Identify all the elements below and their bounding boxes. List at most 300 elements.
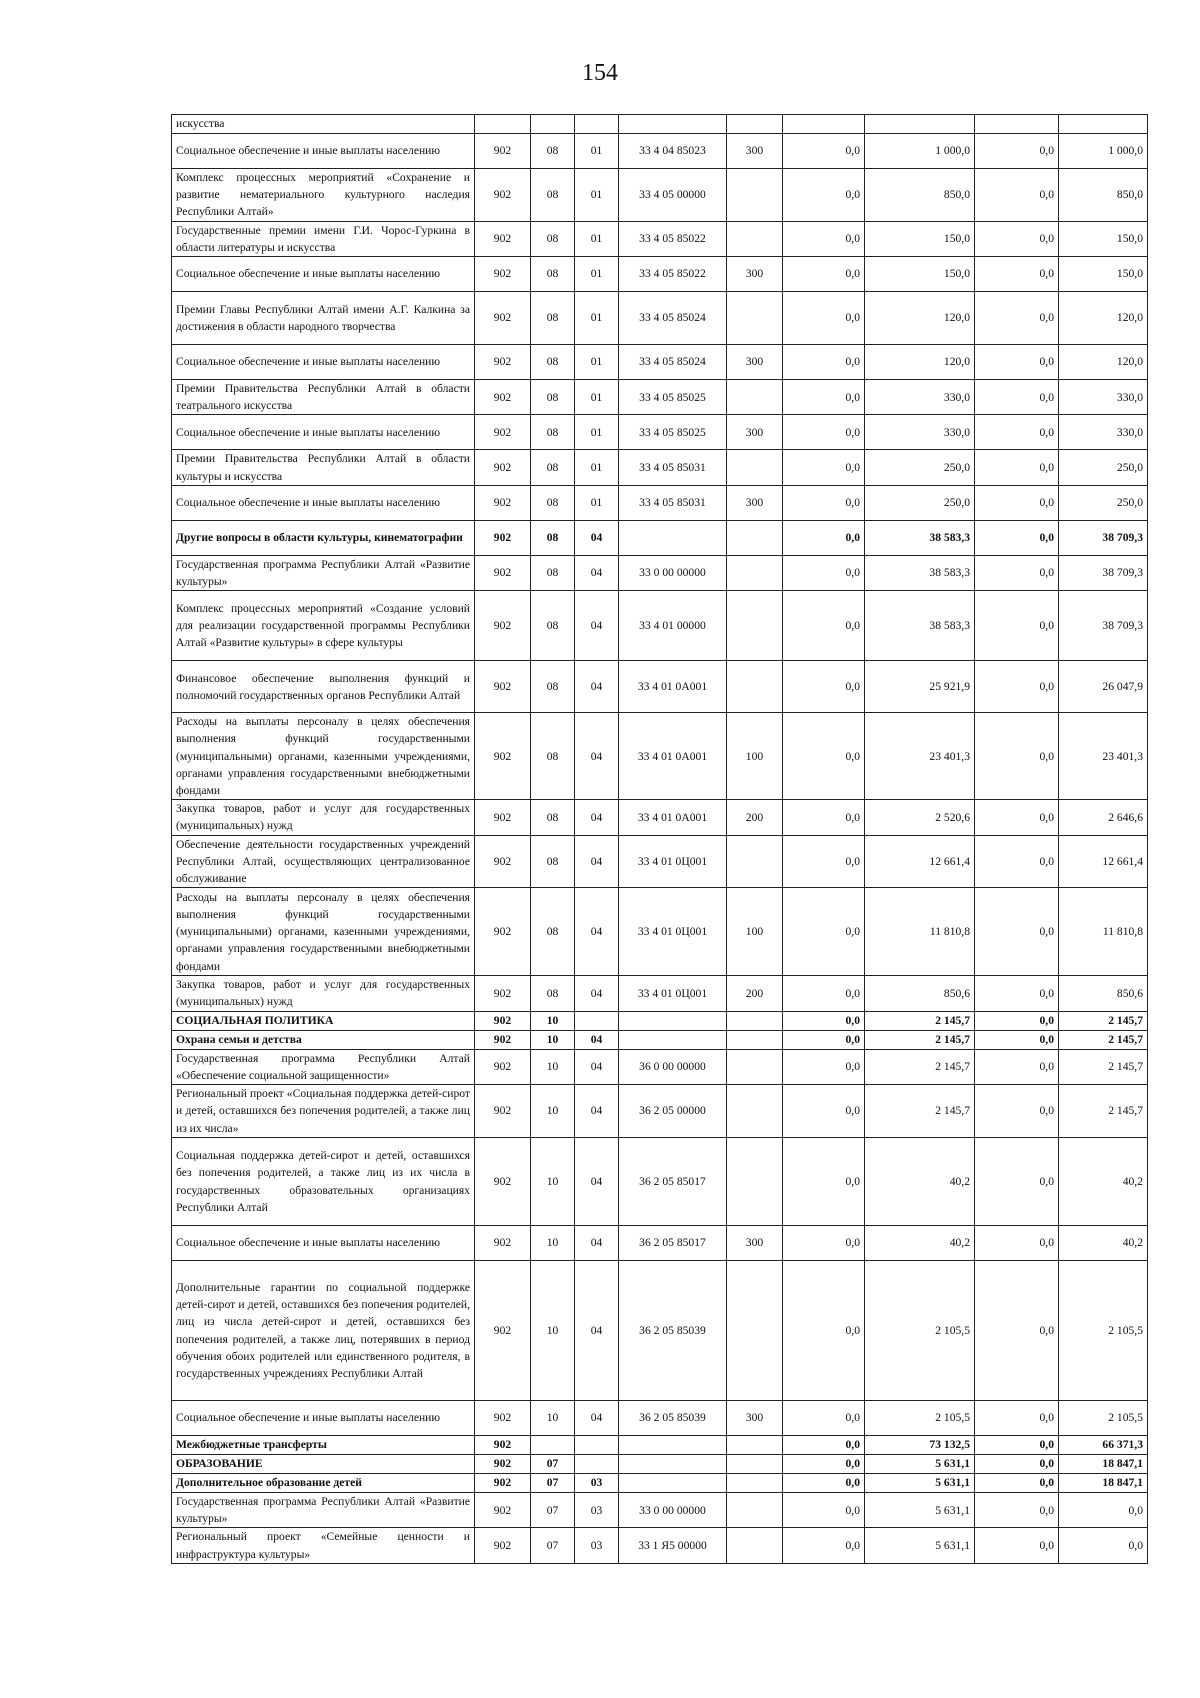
amount-col3-cell: 0,0 xyxy=(975,976,1059,1011)
row-name-cell: Межбюджетные трансферты xyxy=(172,1436,475,1455)
table-row xyxy=(172,169,1148,222)
chapter-code-cell: 902 xyxy=(475,1085,531,1138)
amount-col2-cell: 150,0 xyxy=(865,257,975,292)
table-row xyxy=(172,1474,1148,1493)
subsection-code-cell: 03 xyxy=(575,1493,619,1528)
amount-col4-cell: 1 000,0 xyxy=(1059,134,1148,169)
amount-col4-cell: 150,0 xyxy=(1059,257,1148,292)
amount-col4-cell: 38 709,3 xyxy=(1059,520,1148,555)
amount-col3-cell: 0,0 xyxy=(975,800,1059,835)
target-article-cell: 33 4 05 85031 xyxy=(619,450,727,485)
section-code-cell: 08 xyxy=(531,888,575,976)
amount-col4-cell: 38 709,3 xyxy=(1059,555,1148,590)
amount-col3-cell: 0,0 xyxy=(975,257,1059,292)
amount-col1-cell: 0,0 xyxy=(783,257,865,292)
row-name-cell: Социальное обеспечение и иные выплаты населению xyxy=(172,415,475,450)
amount-col1-cell: 0,0 xyxy=(783,345,865,380)
target-article-cell: 33 4 05 85024 xyxy=(619,345,727,380)
table-row xyxy=(172,520,1148,555)
amount-col3-cell: 0,0 xyxy=(975,1261,1059,1401)
amount-col2-cell: 11 810,8 xyxy=(865,888,975,976)
row-name-cell: Государственная программа Республики Алтай «Обеспечение социальной защищенности» xyxy=(172,1049,475,1084)
chapter-code-cell: 902 xyxy=(475,380,531,415)
subsection-code-cell: 01 xyxy=(575,345,619,380)
amount-col2-cell: 2 105,5 xyxy=(865,1401,975,1436)
expense-type-cell xyxy=(727,380,783,415)
amount-col4-cell: 850,6 xyxy=(1059,976,1148,1011)
target-article-cell: 33 4 05 85022 xyxy=(619,221,727,256)
chapter-code-cell: 902 xyxy=(475,450,531,485)
amount-col1-cell: 0,0 xyxy=(783,1474,865,1493)
chapter-code-cell: 902 xyxy=(475,800,531,835)
subsection-code-cell: 04 xyxy=(575,520,619,555)
amount-col3-cell: 0,0 xyxy=(975,345,1059,380)
amount-col2-cell: 5 631,1 xyxy=(865,1528,975,1563)
chapter-code-cell: 902 xyxy=(475,1436,531,1455)
expense-type-cell xyxy=(727,450,783,485)
expense-type-cell xyxy=(727,115,783,134)
table-row xyxy=(172,888,1148,976)
table-row xyxy=(172,1138,1148,1226)
amount-col1-cell: 0,0 xyxy=(783,591,865,661)
amount-col2-cell: 23 401,3 xyxy=(865,713,975,800)
subsection-code-cell: 04 xyxy=(575,1049,619,1084)
subsection-code-cell: 03 xyxy=(575,1474,619,1493)
expense-type-cell xyxy=(727,555,783,590)
chapter-code-cell: 902 xyxy=(475,835,531,888)
amount-col1-cell: 0,0 xyxy=(783,169,865,222)
amount-col3-cell: 0,0 xyxy=(975,450,1059,485)
target-article-cell: 33 4 05 00000 xyxy=(619,169,727,222)
table-row xyxy=(172,1226,1148,1261)
expense-type-cell xyxy=(727,1455,783,1474)
amount-col4-cell: 18 847,1 xyxy=(1059,1474,1148,1493)
row-name-cell: Государственные премии имени Г.И. Чорос-Гуркина в области литературы и искусства xyxy=(172,221,475,256)
chapter-code-cell: 902 xyxy=(475,257,531,292)
table-row xyxy=(172,1455,1148,1474)
amount-col1-cell: 0,0 xyxy=(783,1030,865,1049)
chapter-code-cell: 902 xyxy=(475,661,531,713)
amount-col3-cell: 0,0 xyxy=(975,888,1059,976)
amount-col4-cell: 40,2 xyxy=(1059,1138,1148,1226)
page-number: 154 xyxy=(582,60,618,86)
amount-col1-cell: 0,0 xyxy=(783,1049,865,1084)
amount-col3-cell: 0,0 xyxy=(975,1049,1059,1084)
subsection-code-cell: 04 xyxy=(575,555,619,590)
expense-type-cell: 200 xyxy=(727,976,783,1011)
amount-col2-cell: 25 921,9 xyxy=(865,661,975,713)
amount-col1-cell xyxy=(783,115,865,134)
section-code-cell: 08 xyxy=(531,520,575,555)
amount-col3-cell xyxy=(975,115,1059,134)
section-code-cell: 08 xyxy=(531,169,575,222)
subsection-code-cell: 01 xyxy=(575,169,619,222)
amount-col3-cell: 0,0 xyxy=(975,1011,1059,1030)
row-name-cell: Премии Правительства Республики Алтай в области театрального искусства xyxy=(172,380,475,415)
target-article-cell: 36 2 05 85017 xyxy=(619,1226,727,1261)
section-code-cell: 08 xyxy=(531,976,575,1011)
amount-col2-cell xyxy=(865,115,975,134)
row-name-cell: Обеспечение деятельности государственных учреждений Республики Алтай, осуществляющих централизованное обслуживание xyxy=(172,835,475,888)
section-code-cell: 08 xyxy=(531,134,575,169)
table-row xyxy=(172,1011,1148,1030)
table-row xyxy=(172,345,1148,380)
amount-col1-cell: 0,0 xyxy=(783,1401,865,1436)
table-row xyxy=(172,134,1148,169)
section-code-cell: 08 xyxy=(531,415,575,450)
chapter-code-cell: 902 xyxy=(475,1226,531,1261)
amount-col1-cell: 0,0 xyxy=(783,292,865,345)
subsection-code-cell xyxy=(575,1455,619,1474)
subsection-code-cell: 04 xyxy=(575,1261,619,1401)
amount-col3-cell: 0,0 xyxy=(975,1030,1059,1049)
amount-col1-cell: 0,0 xyxy=(783,1455,865,1474)
expense-type-cell xyxy=(727,292,783,345)
amount-col2-cell: 2 520,6 xyxy=(865,800,975,835)
chapter-code-cell: 902 xyxy=(475,520,531,555)
amount-col1-cell: 0,0 xyxy=(783,1138,865,1226)
amount-col2-cell: 330,0 xyxy=(865,380,975,415)
section-code-cell: 10 xyxy=(531,1401,575,1436)
section-code-cell: 08 xyxy=(531,835,575,888)
target-article-cell: 33 4 01 0A001 xyxy=(619,661,727,713)
amount-col2-cell: 120,0 xyxy=(865,345,975,380)
amount-col1-cell: 0,0 xyxy=(783,835,865,888)
amount-col3-cell: 0,0 xyxy=(975,661,1059,713)
amount-col3-cell: 0,0 xyxy=(975,1474,1059,1493)
amount-col3-cell: 0,0 xyxy=(975,134,1059,169)
row-name-cell: Социальное обеспечение и иные выплаты населению xyxy=(172,485,475,520)
target-article-cell: 33 4 01 0A001 xyxy=(619,713,727,800)
target-article-cell: 33 0 00 00000 xyxy=(619,555,727,590)
section-code-cell: 10 xyxy=(531,1030,575,1049)
amount-col3-cell: 0,0 xyxy=(975,1455,1059,1474)
target-article-cell: 33 4 01 00000 xyxy=(619,591,727,661)
section-code-cell xyxy=(531,115,575,134)
amount-col1-cell: 0,0 xyxy=(783,1261,865,1401)
table-row xyxy=(172,115,1148,134)
target-article-cell xyxy=(619,1030,727,1049)
subsection-code-cell: 04 xyxy=(575,835,619,888)
expense-type-cell: 300 xyxy=(727,257,783,292)
section-code-cell: 07 xyxy=(531,1455,575,1474)
amount-col1-cell: 0,0 xyxy=(783,800,865,835)
target-article-cell: 36 2 05 85039 xyxy=(619,1401,727,1436)
section-code-cell: 08 xyxy=(531,713,575,800)
amount-col4-cell: 120,0 xyxy=(1059,292,1148,345)
section-code-cell: 08 xyxy=(531,292,575,345)
amount-col4-cell: 2 145,7 xyxy=(1059,1030,1148,1049)
amount-col4-cell: 40,2 xyxy=(1059,1226,1148,1261)
amount-col2-cell: 850,6 xyxy=(865,976,975,1011)
chapter-code-cell: 902 xyxy=(475,1261,531,1401)
table-row xyxy=(172,800,1148,835)
section-code-cell: 08 xyxy=(531,221,575,256)
subsection-code-cell: 04 xyxy=(575,1085,619,1138)
amount-col3-cell: 0,0 xyxy=(975,1436,1059,1455)
table-row xyxy=(172,1030,1148,1049)
expense-type-cell xyxy=(727,169,783,222)
expense-type-cell: 200 xyxy=(727,800,783,835)
row-name-cell: СОЦИАЛЬНАЯ ПОЛИТИКА xyxy=(172,1011,475,1030)
amount-col4-cell: 66 371,3 xyxy=(1059,1436,1148,1455)
chapter-code-cell: 902 xyxy=(475,888,531,976)
chapter-code-cell: 902 xyxy=(475,976,531,1011)
chapter-code-cell: 902 xyxy=(475,1011,531,1030)
amount-col3-cell: 0,0 xyxy=(975,591,1059,661)
amount-col4-cell: 23 401,3 xyxy=(1059,713,1148,800)
amount-col1-cell: 0,0 xyxy=(783,1493,865,1528)
row-name-cell: Комплекс процессных мероприятий «Сохранение и развитие нематериального культурного наследия Республики Алтай» xyxy=(172,169,475,222)
subsection-code-cell: 01 xyxy=(575,292,619,345)
amount-col4-cell: 250,0 xyxy=(1059,485,1148,520)
subsection-code-cell: 04 xyxy=(575,800,619,835)
amount-col2-cell: 38 583,3 xyxy=(865,555,975,590)
subsection-code-cell xyxy=(575,1436,619,1455)
amount-col2-cell: 2 145,7 xyxy=(865,1085,975,1138)
subsection-code-cell: 04 xyxy=(575,1401,619,1436)
amount-col2-cell: 2 105,5 xyxy=(865,1261,975,1401)
target-article-cell: 33 4 05 85025 xyxy=(619,415,727,450)
amount-col4-cell: 850,0 xyxy=(1059,169,1148,222)
amount-col2-cell: 5 631,1 xyxy=(865,1493,975,1528)
chapter-code-cell: 902 xyxy=(475,169,531,222)
table-row xyxy=(172,380,1148,415)
amount-col3-cell: 0,0 xyxy=(975,169,1059,222)
amount-col1-cell: 0,0 xyxy=(783,555,865,590)
row-name-cell: искусства xyxy=(172,115,475,134)
row-name-cell: Социальное обеспечение и иные выплаты населению xyxy=(172,1226,475,1261)
section-code-cell: 08 xyxy=(531,485,575,520)
section-code-cell: 10 xyxy=(531,1138,575,1226)
subsection-code-cell: 04 xyxy=(575,591,619,661)
section-code-cell: 08 xyxy=(531,345,575,380)
amount-col3-cell: 0,0 xyxy=(975,1226,1059,1261)
row-name-cell: Социальное обеспечение и иные выплаты населению xyxy=(172,1401,475,1436)
subsection-code-cell: 04 xyxy=(575,888,619,976)
section-code-cell: 10 xyxy=(531,1226,575,1261)
section-code-cell: 08 xyxy=(531,661,575,713)
target-article-cell: 36 2 05 85039 xyxy=(619,1261,727,1401)
amount-col4-cell: 150,0 xyxy=(1059,221,1148,256)
subsection-code-cell: 01 xyxy=(575,134,619,169)
expense-type-cell xyxy=(727,1049,783,1084)
row-name-cell: Комплекс процессных мероприятий «Создание условий для реализации государственной программы Республики Алтай «Развитие культуры» в сфере культуры xyxy=(172,591,475,661)
subsection-code-cell: 03 xyxy=(575,1528,619,1563)
expense-type-cell: 300 xyxy=(727,485,783,520)
amount-col2-cell: 330,0 xyxy=(865,415,975,450)
target-article-cell: 33 4 01 0Ц001 xyxy=(619,888,727,976)
amount-col2-cell: 850,0 xyxy=(865,169,975,222)
expense-type-cell xyxy=(727,221,783,256)
row-name-cell: Охрана семьи и детства xyxy=(172,1030,475,1049)
table-row xyxy=(172,292,1148,345)
expense-type-cell: 300 xyxy=(727,1401,783,1436)
amount-col1-cell: 0,0 xyxy=(783,1528,865,1563)
amount-col1-cell: 0,0 xyxy=(783,380,865,415)
section-code-cell: 08 xyxy=(531,555,575,590)
expense-type-cell xyxy=(727,1528,783,1563)
expense-type-cell: 300 xyxy=(727,134,783,169)
target-article-cell: 36 2 05 00000 xyxy=(619,1085,727,1138)
amount-col2-cell: 12 661,4 xyxy=(865,835,975,888)
amount-col4-cell: 120,0 xyxy=(1059,345,1148,380)
amount-col1-cell: 0,0 xyxy=(783,450,865,485)
target-article-cell: 33 4 01 0Ц001 xyxy=(619,835,727,888)
row-name-cell: Закупка товаров, работ и услуг для государственных (муниципальных) нужд xyxy=(172,976,475,1011)
expense-type-cell: 300 xyxy=(727,345,783,380)
target-article-cell: 33 4 04 85023 xyxy=(619,134,727,169)
amount-col3-cell: 0,0 xyxy=(975,1528,1059,1563)
table-row xyxy=(172,1049,1148,1084)
expense-type-cell xyxy=(727,835,783,888)
subsection-code-cell: 04 xyxy=(575,661,619,713)
chapter-code-cell: 902 xyxy=(475,1401,531,1436)
amount-col2-cell: 2 145,7 xyxy=(865,1049,975,1084)
row-name-cell: Дополнительные гарантии по социальной поддержке детей-сирот и детей, оставшихся без попечения родителей, лиц из числа детей-сирот и детей, оставшихся без попечения родителей, а также лиц, потерявших в период обучения обоих родителей или единственного родителя, в государственных учреждениях Республики Алтай xyxy=(172,1261,475,1401)
amount-col1-cell: 0,0 xyxy=(783,134,865,169)
table-row xyxy=(172,835,1148,888)
amount-col2-cell: 150,0 xyxy=(865,221,975,256)
amount-col4-cell: 2 145,7 xyxy=(1059,1049,1148,1084)
amount-col4-cell: 2 105,5 xyxy=(1059,1401,1148,1436)
amount-col3-cell: 0,0 xyxy=(975,835,1059,888)
target-article-cell: 33 1 Я5 00000 xyxy=(619,1528,727,1563)
chapter-code-cell: 902 xyxy=(475,1049,531,1084)
section-code-cell: 10 xyxy=(531,1049,575,1084)
amount-col2-cell: 5 631,1 xyxy=(865,1455,975,1474)
chapter-code-cell: 902 xyxy=(475,292,531,345)
subsection-code-cell: 04 xyxy=(575,976,619,1011)
chapter-code-cell: 902 xyxy=(475,555,531,590)
row-name-cell: Социальное обеспечение и иные выплаты населению xyxy=(172,345,475,380)
amount-col1-cell: 0,0 xyxy=(783,713,865,800)
amount-col4-cell: 0,0 xyxy=(1059,1493,1148,1528)
section-code-cell: 08 xyxy=(531,257,575,292)
amount-col2-cell: 1 000,0 xyxy=(865,134,975,169)
amount-col2-cell: 2 145,7 xyxy=(865,1030,975,1049)
amount-col1-cell: 0,0 xyxy=(783,1011,865,1030)
row-name-cell: Социальное обеспечение и иные выплаты населению xyxy=(172,134,475,169)
row-name-cell: ОБРАЗОВАНИЕ xyxy=(172,1455,475,1474)
target-article-cell: 36 2 05 85017 xyxy=(619,1138,727,1226)
row-name-cell: Закупка товаров, работ и услуг для государственных (муниципальных) нужд xyxy=(172,800,475,835)
row-name-cell: Расходы на выплаты персоналу в целях обеспечения выполнения функций государственными (муниципальными) органами, казенными учреждениями, органами управления государственными внебюджетными фондами xyxy=(172,888,475,976)
expense-type-cell xyxy=(727,1261,783,1401)
amount-col2-cell: 40,2 xyxy=(865,1138,975,1226)
chapter-code-cell: 902 xyxy=(475,591,531,661)
row-name-cell: Региональный проект «Социальная поддержка детей-сирот и детей, оставшихся без попечения родителей, а также лиц из их числа» xyxy=(172,1085,475,1138)
chapter-code-cell: 902 xyxy=(475,1493,531,1528)
amount-col4-cell: 2 646,6 xyxy=(1059,800,1148,835)
amount-col4-cell: 2 145,7 xyxy=(1059,1085,1148,1138)
amount-col1-cell: 0,0 xyxy=(783,520,865,555)
amount-col1-cell: 0,0 xyxy=(783,415,865,450)
table-row xyxy=(172,415,1148,450)
table-row xyxy=(172,1436,1148,1455)
row-name-cell: Социальное обеспечение и иные выплаты населению xyxy=(172,257,475,292)
expense-type-cell: 300 xyxy=(727,415,783,450)
subsection-code-cell xyxy=(575,1011,619,1030)
amount-col1-cell: 0,0 xyxy=(783,976,865,1011)
table-row xyxy=(172,1085,1148,1138)
expense-type-cell xyxy=(727,520,783,555)
target-article-cell xyxy=(619,115,727,134)
amount-col3-cell: 0,0 xyxy=(975,292,1059,345)
table-row xyxy=(172,976,1148,1011)
amount-col4-cell: 0,0 xyxy=(1059,1528,1148,1563)
chapter-code-cell: 902 xyxy=(475,1455,531,1474)
section-code-cell: 08 xyxy=(531,450,575,485)
amount-col4-cell: 330,0 xyxy=(1059,380,1148,415)
target-article-cell: 33 4 01 0A001 xyxy=(619,800,727,835)
row-name-cell: Социальная поддержка детей-сирот и детей, оставшихся без попечения родителей, а также лиц из их числа в государственных образовательных организациях Республики Алтай xyxy=(172,1138,475,1226)
row-name-cell: Региональный проект «Семейные ценности и инфраструктура культуры» xyxy=(172,1528,475,1563)
row-name-cell: Расходы на выплаты персоналу в целях обеспечения выполнения функций государственными (муниципальными) органами, казенными учреждениями, органами управления государственными внебюджетными фондами xyxy=(172,713,475,800)
chapter-code-cell: 902 xyxy=(475,1528,531,1563)
amount-col3-cell: 0,0 xyxy=(975,221,1059,256)
amount-col2-cell: 73 132,5 xyxy=(865,1436,975,1455)
amount-col4-cell: 250,0 xyxy=(1059,450,1148,485)
row-name-cell: Дополнительное образование детей xyxy=(172,1474,475,1493)
table-row xyxy=(172,1528,1148,1563)
table-row xyxy=(172,661,1148,713)
amount-col4-cell: 330,0 xyxy=(1059,415,1148,450)
expense-type-cell xyxy=(727,1085,783,1138)
expense-type-cell xyxy=(727,1436,783,1455)
subsection-code-cell: 04 xyxy=(575,1030,619,1049)
amount-col1-cell: 0,0 xyxy=(783,661,865,713)
table-row xyxy=(172,555,1148,590)
budget-table xyxy=(171,114,1148,1564)
expense-type-cell xyxy=(727,1011,783,1030)
amount-col2-cell: 250,0 xyxy=(865,450,975,485)
amount-col3-cell: 0,0 xyxy=(975,380,1059,415)
amount-col3-cell: 0,0 xyxy=(975,485,1059,520)
target-article-cell xyxy=(619,1011,727,1030)
subsection-code-cell: 04 xyxy=(575,1138,619,1226)
table-row xyxy=(172,591,1148,661)
subsection-code-cell: 01 xyxy=(575,450,619,485)
amount-col1-cell: 0,0 xyxy=(783,1436,865,1455)
target-article-cell xyxy=(619,1436,727,1455)
amount-col4-cell: 2 105,5 xyxy=(1059,1261,1148,1401)
amount-col2-cell: 2 145,7 xyxy=(865,1011,975,1030)
amount-col3-cell: 0,0 xyxy=(975,1401,1059,1436)
section-code-cell: 08 xyxy=(531,800,575,835)
amount-col1-cell: 0,0 xyxy=(783,1226,865,1261)
amount-col4-cell: 2 145,7 xyxy=(1059,1011,1148,1030)
amount-col4-cell: 26 047,9 xyxy=(1059,661,1148,713)
target-article-cell: 33 4 05 85024 xyxy=(619,292,727,345)
amount-col2-cell: 38 583,3 xyxy=(865,591,975,661)
expense-type-cell xyxy=(727,661,783,713)
amount-col3-cell: 0,0 xyxy=(975,415,1059,450)
subsection-code-cell xyxy=(575,115,619,134)
row-name-cell: Финансовое обеспечение выполнения функций и полномочий государственных органов Республики Алтай xyxy=(172,661,475,713)
amount-col3-cell: 0,0 xyxy=(975,1138,1059,1226)
expense-type-cell: 100 xyxy=(727,888,783,976)
subsection-code-cell: 01 xyxy=(575,221,619,256)
subsection-code-cell: 01 xyxy=(575,485,619,520)
section-code-cell xyxy=(531,1436,575,1455)
chapter-code-cell xyxy=(475,115,531,134)
amount-col2-cell: 250,0 xyxy=(865,485,975,520)
amount-col1-cell: 0,0 xyxy=(783,888,865,976)
section-code-cell: 10 xyxy=(531,1085,575,1138)
subsection-code-cell: 04 xyxy=(575,1226,619,1261)
target-article-cell: 33 4 05 85025 xyxy=(619,380,727,415)
